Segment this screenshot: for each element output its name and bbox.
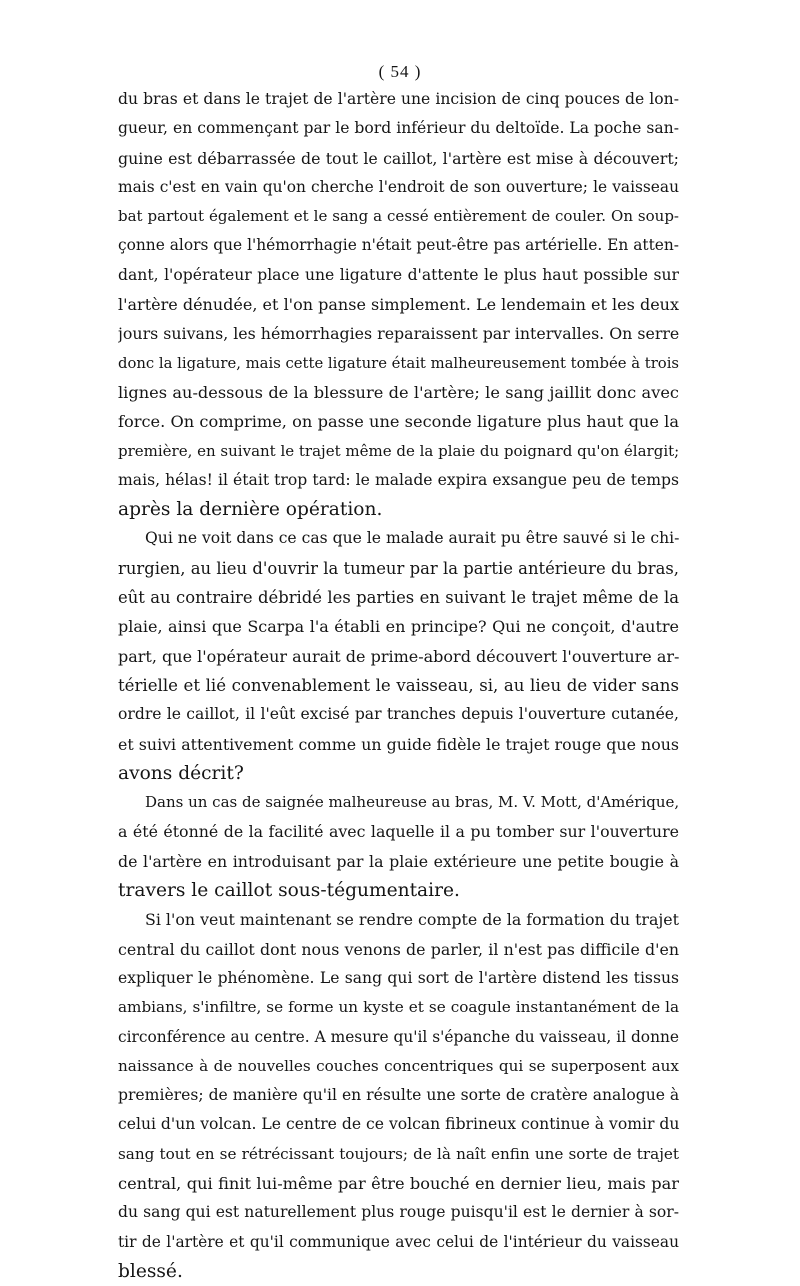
text-line: naissance à de nouvelles couches concentriques qui se superposent aux: [118, 1056, 679, 1075]
text-line: Dans un cas de saignée malheureuse au bras, M. V. Mott, d'Amérique,: [145, 793, 679, 812]
text-line: plaie, ainsi que Scarpa l'a établi en principe? Qui ne conçoit, d'autre: [118, 617, 679, 637]
text-line: part, que l'opérateur aurait de prime-abord découvert l'ouverture ar-: [118, 646, 679, 666]
text-line: çonne alors que l'hémorrhagie n'était peut-être pas artérielle. En atten-: [118, 236, 679, 255]
text-line: central du caillot dont nous venons de parler, il n'est pas difficile d'en: [118, 939, 679, 959]
text-line: l'artère dénudée, et l'on panse simplement. Le lendemain et les deux: [118, 295, 679, 315]
text-line: ambians, s'infiltre, se forme un kyste et se coagule instantanément de la: [118, 998, 679, 1017]
text-line: première, en suivant le trajet même de la plaie du poignard qu'on élargit;: [118, 441, 679, 460]
text-line: a été étonné de la facilité avec laquelle il a pu tomber sur l'ouverture: [118, 822, 679, 842]
paragraph-2: [118, 524, 679, 788]
text-line: circonférence au centre. A mesure qu'il s'épanche du vaisseau, il donne: [118, 1027, 679, 1046]
text-line: jours suivans, les hémorrhagies reparaissent par intervalles. On serre: [118, 324, 679, 344]
paragraph-4: [118, 905, 679, 1286]
text-line: avons décrit?: [118, 762, 244, 784]
text-line: du sang qui est naturellement plus rouge puisqu'il est le dernier à sor-: [118, 1203, 679, 1222]
text-line: rurgien, au lieu d'ouvrir la tumeur par la partie antérieure du bras,: [118, 558, 679, 578]
text-line: force. On comprime, on passe une seconde ligature plus haut que la: [118, 412, 679, 432]
text-line: lignes au-dessous de la blessure de l'artère; le sang jaillit donc avec: [118, 382, 679, 402]
text-line: premières; de manière qu'il en résulte une sorte de cratère analogue à: [118, 1086, 679, 1105]
text-line: donc la ligature, mais cette ligature était malheureusement tombée à trois: [118, 354, 679, 372]
text-line: Si l'on veut maintenant se rendre compte de la formation du trajet: [145, 910, 679, 930]
text-line: expliquer le phénomène. Le sang qui sort de l'artère distend les tissus: [118, 968, 679, 987]
text-line: blessé.: [118, 1260, 183, 1282]
text-line: de l'artère en introduisant par la plaie extérieure une petite bougie à: [118, 851, 679, 871]
text-line: après la dernière opération.: [118, 499, 383, 521]
text-line: térielle et lié convenablement le vaisseau, si, au lieu de vider sans: [118, 675, 679, 695]
text-line: Qui ne voit dans ce cas que le malade aurait pu être sauvé si le chi-: [145, 529, 679, 548]
paragraph-1: [118, 85, 679, 524]
text-line: central, qui finit lui-même par être bouché en dernier lieu, mais par: [118, 1173, 679, 1193]
text-line: ordre le caillot, il l'eût excisé par tranches depuis l'ouverture cutanée,: [118, 705, 679, 724]
text-line: travers le caillot sous-tégumentaire.: [118, 880, 460, 902]
body-text: [118, 85, 679, 1286]
text-line: mais, hélas! il était trop tard: le malade expira exsangue peu de temps: [118, 470, 679, 489]
text-line: du bras et dans le trajet de l'artère une incision de cinq pouces de lon-: [118, 90, 679, 108]
text-line: celui d'un volcan. Le centre de ce volcan fibrineux continue à vomir du: [118, 1115, 679, 1134]
text-line: eût au contraire débridé les parties en suivant le trajet même de la: [118, 588, 679, 608]
page-number: ( 54 ): [378, 62, 422, 81]
text-line: mais c'est en vain qu'on cherche l'endroit de son ouverture; le vaisseau: [118, 177, 679, 196]
text-line: guine est débarrassée de tout le caillot, l'artère est mise à découvert;: [118, 148, 679, 168]
text-line: dant, l'opérateur place une ligature d'attente le plus haut possible sur: [118, 265, 679, 284]
text-line: bat partout également et le sang a cessé entièrement de couler. On soup-: [118, 207, 679, 226]
text-line: et suivi attentivement comme un guide fidèle le trajet rouge que nous: [118, 734, 679, 754]
text-line: gueur, en commençant par le bord inférieur du deltoïde. La poche san-: [118, 119, 679, 138]
paragraph-3: [118, 788, 679, 905]
text-line: tir de l'artère et qu'il communique avec celui de l'intérieur du vaisseau: [118, 1232, 679, 1251]
text-line: sang tout en se rétrécissant toujours; de là naît enfin une sorte de trajet: [118, 1144, 679, 1163]
